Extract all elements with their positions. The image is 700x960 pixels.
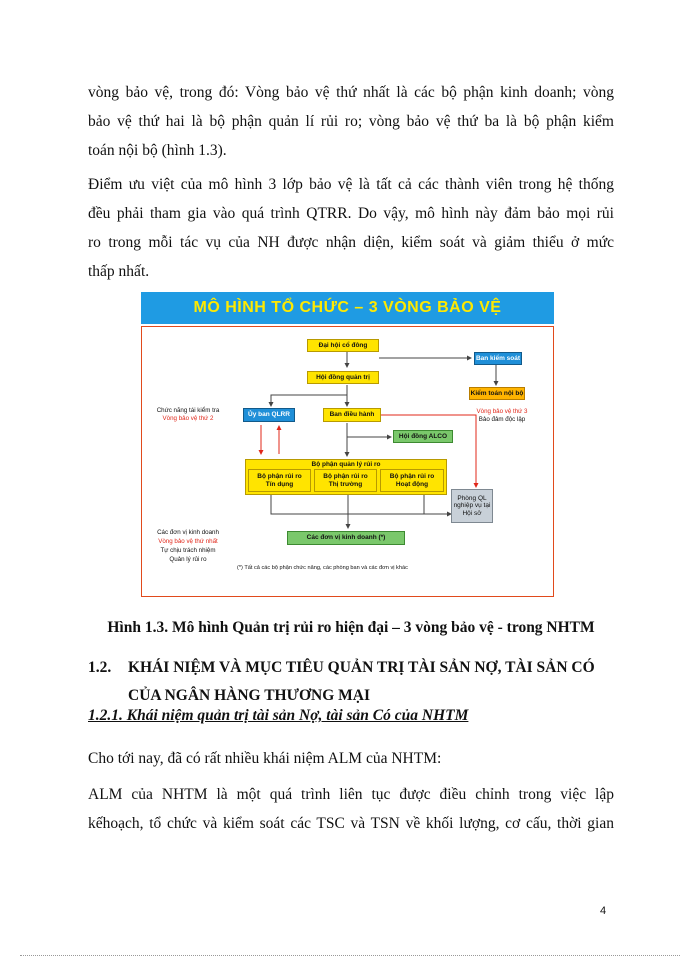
paragraph-4 [88,780,614,838]
text-line: ro trong mỗi tác vụ của NH được nhận diện, kiểm soát và giảm thiểu ở mức [88,234,614,251]
first-line-units: Các đơn vị kinh doanh [157,529,219,536]
text-line: đều phải tham gia vào quá trình QTRR. Do vậy, mô hình này đảm bảo mọi rủi [88,205,614,222]
first-line-label: Vòng bảo vệ thứ nhất [158,538,218,545]
first-line-resp-1: Tự chịu trách nhiệm [160,547,216,554]
section-heading [88,654,614,710]
executive-board-box: Ban điều hành [323,408,381,422]
text-line: Điểm ưu việt của mô hình 3 lớp bảo vệ là tất cả các thành viên trong hệ thống [88,176,614,193]
second-line-function: Chức năng tái kiểm tra [156,407,220,414]
third-line-note: Bảo đảm độc lập [478,416,526,423]
third-line-label: Vòng bảo vệ thứ 3 [476,408,528,415]
text-line: thấp nhất. [88,263,150,280]
page-number: 4 [600,905,607,917]
op-risk-line1: Bộ phận rủi ro [389,473,435,480]
text-line: ALM của NHTM là một quá trình liên tục được điều chỉnh trong việc lập [88,786,614,803]
three-lines-of-defense-diagram [141,292,554,597]
section-number: 1.2. [88,659,112,676]
shareholders-box: Đại hội cổ đông [307,339,379,352]
paragraph-2 [88,170,614,286]
figure-caption: Hình 1.3. Mô hình Quản trị rủi ro hiện đại – 3 vòng bảo vệ - trong NHTM [107,619,595,636]
text-line: kếhoạch, tổ chức và kiểm soát các TSC và TSN về khối lượng, cơ cấu, thời gian [88,815,614,832]
credit-risk-line1: Bộ phận rủi ro [257,473,302,480]
text-line: bảo vệ thứ hai là bộ phận quản lí rủi ro; vòng bảo vệ thứ ba là bộ phận kiểm [88,113,614,130]
business-units-box: Các đơn vị kinh doanh (*) [287,531,405,545]
compliance-dept-box: Phòng QL nghiệp vụ tại Hội sở [451,489,493,523]
board-of-directors-box: Hội đồng quản trị [307,371,379,384]
risk-committee-box: Ủy ban QLRR [243,408,295,422]
text-line: Cho tới nay, đã có rất nhiều khái niệm ALM của NHTM: [88,750,442,767]
alco-box: Hội đồng ALCO [393,430,453,443]
credit-risk-box [248,469,311,492]
diagram-title: MÔ HÌNH TỔ CHỨC – 3 VÒNG BẢO VỆ [141,292,554,324]
credit-risk-line2: Tín dụng [265,480,294,488]
text-line: toán nội bộ (hình 1.3). [88,142,227,159]
internal-audit-box: Kiểm toán nội bộ [469,387,525,400]
second-line-label: Vòng bảo vệ thứ 2 [162,415,214,422]
market-risk-box [314,469,377,492]
supervisory-board-box: Ban kiểm soát [474,352,522,365]
op-risk-line2: Hoạt động [395,480,429,488]
page-footer-rule [20,955,680,956]
paragraph-1 [88,78,614,165]
text-line: vòng bảo vệ, trong đó: Vòng bảo vệ thứ nhất là các bộ phận kinh doanh; vòng [88,84,614,101]
operational-risk-box [380,469,444,492]
first-line-resp-2: Quản lý rủi ro [169,556,207,563]
paragraph-3 [88,744,614,773]
risk-dept-title: Bộ phận quản lý rủi ro [311,461,381,468]
diagram-footnote: (*) Tất cả các bộ phận chức năng, các phòng ban và các đơn vị khác [237,565,408,571]
market-risk-line1: Bộ phận rủi ro [323,473,368,480]
subsection-heading: 1.2.1. Khái niệm quản trị tài sản Nợ, tài sản Có của NHTM [88,707,469,724]
section-title: KHÁI NIỆM VÀ MỤC TIÊU QUẢN TRỊ TÀI SẢN NỢ, TÀI SẢN CÓ CỦA NGÂN HÀNG THƯƠNG MẠI [128,659,595,704]
market-risk-line2: Thị trường [328,480,363,488]
